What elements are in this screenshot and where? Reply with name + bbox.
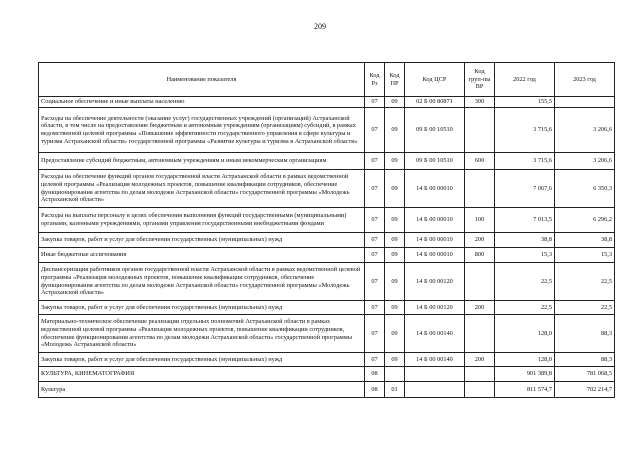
- row-pr: 09: [385, 353, 405, 367]
- row-rz: 07: [365, 233, 385, 248]
- row-2023: 15,3: [555, 248, 615, 263]
- row-rz: 07: [365, 248, 385, 263]
- row-vr: 600: [465, 153, 495, 170]
- row-pr: 09: [385, 108, 405, 153]
- table-row: [39, 108, 615, 153]
- row-vr: 200: [465, 301, 495, 315]
- row-pr: 01: [385, 382, 405, 398]
- row-2022: 811 574,7: [495, 382, 555, 398]
- row-vr: 300: [465, 97, 495, 108]
- row-csr: 02 Б 00 80871: [405, 97, 465, 108]
- row-rz: 07: [365, 263, 385, 301]
- row-2022: 38,8: [495, 233, 555, 248]
- row-name: Иные бюджетные ассигнования: [39, 248, 365, 263]
- row-name: Закупка товаров, работ и услуг для обеспечения государственных (муниципальных) нужд: [39, 233, 365, 248]
- table-row: [39, 170, 615, 208]
- row-pr: 09: [385, 97, 405, 108]
- header-row: [39, 63, 615, 97]
- row-name: Предоставление субсидий бюджетным, автономным учреждениям и иным некоммерческим организациям: [39, 153, 365, 170]
- row-2023: 22,5: [555, 301, 615, 315]
- table-row: [39, 263, 615, 301]
- header-2022: 2022 год: [495, 63, 555, 97]
- table-row: [39, 382, 615, 398]
- row-vr: [465, 170, 495, 208]
- row-name: Расходы на обеспечение деятельности (оказание услуг) государственных учреждений (организаций) Астраханской области, в том числе на предоставление бюджетным и автономным учреждениям (организациям) субсидий, в рамках ведомственной целевой программы «Повышение эффективности государственного управления в сфере культуры и туризма Астраханской области» государственной программы «Развитие культуры и туризма в Астраханской области»: [39, 108, 365, 153]
- row-csr: 14 Б 00 00120: [405, 301, 465, 315]
- header-rz: Код Рз: [365, 63, 385, 97]
- row-2022: 3 715,6: [495, 153, 555, 170]
- table-row: [39, 153, 615, 170]
- row-rz: 07: [365, 301, 385, 315]
- row-csr: 14 Б 00 00010: [405, 248, 465, 263]
- row-rz: 07: [365, 153, 385, 170]
- header-name: Наименование показателя: [39, 63, 365, 97]
- row-csr: 09 Б 00 10510: [405, 108, 465, 153]
- row-2023: 781 068,5: [555, 367, 615, 382]
- table-row: [39, 315, 615, 353]
- row-2023: 88,3: [555, 353, 615, 367]
- row-2023: 702 214,7: [555, 382, 615, 398]
- row-name: Расходы на обеспечение функций органов государственной власти Астраханской области в рамках ведомственной целевой программы «Реализация молодежных проектов, повышение квалификации сотрудников, обеспечение функционирования агентства по делам молодежи Астраханской области» государственной программы «Молодежь Астраханской области»: [39, 170, 365, 208]
- header-2023: 2023 год: [555, 63, 615, 97]
- row-pr: 09: [385, 208, 405, 233]
- row-csr: 14 Б 00 00140: [405, 315, 465, 353]
- row-rz: 07: [365, 97, 385, 108]
- header-csr: Код ЦСР: [405, 63, 465, 97]
- row-pr: 09: [385, 315, 405, 353]
- row-csr: [405, 367, 465, 382]
- row-csr: 14 Б 00 00120: [405, 263, 465, 301]
- row-rz: 07: [365, 170, 385, 208]
- table-row: [39, 97, 615, 108]
- row-2022: 22,5: [495, 263, 555, 301]
- row-pr: 09: [385, 263, 405, 301]
- table-row: [39, 301, 615, 315]
- row-2023: 6 296,2: [555, 208, 615, 233]
- row-2022: 22,5: [495, 301, 555, 315]
- budget-table: [38, 62, 615, 398]
- header-vr: Код груп-пы ВР: [465, 63, 495, 97]
- table-row: [39, 353, 615, 367]
- row-name: КУЛЬТУРА, КИНЕМАТОГРАФИЯ: [39, 367, 365, 382]
- row-rz: 07: [365, 315, 385, 353]
- page-number: 209: [314, 22, 326, 31]
- row-2022: 15,3: [495, 248, 555, 263]
- row-vr: 800: [465, 248, 495, 263]
- row-rz: 08: [365, 367, 385, 382]
- row-2022: 155,5: [495, 97, 555, 108]
- row-2022: 7 013,5: [495, 208, 555, 233]
- row-2023: 88,3: [555, 315, 615, 353]
- row-name: Социальное обеспечение и иные выплаты населению: [39, 97, 365, 108]
- row-2023: 38,8: [555, 233, 615, 248]
- row-rz: 08: [365, 382, 385, 398]
- row-pr: 09: [385, 301, 405, 315]
- row-csr: [405, 382, 465, 398]
- row-name: Культура: [39, 382, 365, 398]
- row-2022: 7 067,6: [495, 170, 555, 208]
- row-2023: 3 206,6: [555, 153, 615, 170]
- table-row: [39, 367, 615, 382]
- row-csr: 14 Б 00 00010: [405, 170, 465, 208]
- row-name: Расходы на выплаты персоналу в целях обеспечения выполнения функций государственными (муниципальными) органами, казенными учреждениями, органами управления государственными внебюджетными фондами: [39, 208, 365, 233]
- table-row: [39, 208, 615, 233]
- row-vr: [465, 263, 495, 301]
- row-rz: 07: [365, 353, 385, 367]
- row-csr: 14 Б 00 00010: [405, 208, 465, 233]
- row-vr: [465, 315, 495, 353]
- row-2023: 22,5: [555, 263, 615, 301]
- row-pr: [385, 367, 405, 382]
- header-pr: Код ПР: [385, 63, 405, 97]
- row-rz: 07: [365, 208, 385, 233]
- row-2023: 6 350,3: [555, 170, 615, 208]
- row-2023: 3 206,6: [555, 108, 615, 153]
- row-2022: 128,0: [495, 353, 555, 367]
- row-rz: 07: [365, 108, 385, 153]
- row-csr: 14 Б 00 00140: [405, 353, 465, 367]
- row-2022: 128,0: [495, 315, 555, 353]
- row-name: Закупка товаров, работ и услуг для обеспечения государственных (муниципальных) нужд: [39, 301, 365, 315]
- row-pr: 09: [385, 153, 405, 170]
- row-vr: 200: [465, 353, 495, 367]
- row-vr: 100: [465, 208, 495, 233]
- row-pr: 09: [385, 233, 405, 248]
- row-csr: 09 Б 00 10510: [405, 153, 465, 170]
- table-row: [39, 248, 615, 263]
- row-pr: 09: [385, 170, 405, 208]
- row-vr: [465, 108, 495, 153]
- row-name: Диспансеризация работников органов государственной власти Астраханской области в рамках ведомственной целевой программы «Реализация молодежных проектов, повышение квалификации сотрудников, обеспечение функционирования агентства по делам молодежи Астраханской области» государственной программы «Молодежь Астраханской области»: [39, 263, 365, 301]
- row-vr: 200: [465, 233, 495, 248]
- row-name: Закупка товаров, работ и услуг для обеспечения государственных (муниципальных) нужд: [39, 353, 365, 367]
- row-pr: 09: [385, 248, 405, 263]
- row-2022: 3 715,6: [495, 108, 555, 153]
- row-2023: [555, 97, 615, 108]
- row-name: Материально-техническое обеспечение реализации отдельных полномочий Астраханской области в рамках ведомственной целевой программы «Реализация молодежных проектов, повышение квалификации сотрудников, обеспечение функционирования агентства по делам молодежи Астраханской области» государственной программы «Молодежь Астраханской области»: [39, 315, 365, 353]
- row-vr: [465, 367, 495, 382]
- row-2022: 901 389,8: [495, 367, 555, 382]
- table-row: [39, 233, 615, 248]
- row-csr: 14 Б 00 00010: [405, 233, 465, 248]
- row-vr: [465, 382, 495, 398]
